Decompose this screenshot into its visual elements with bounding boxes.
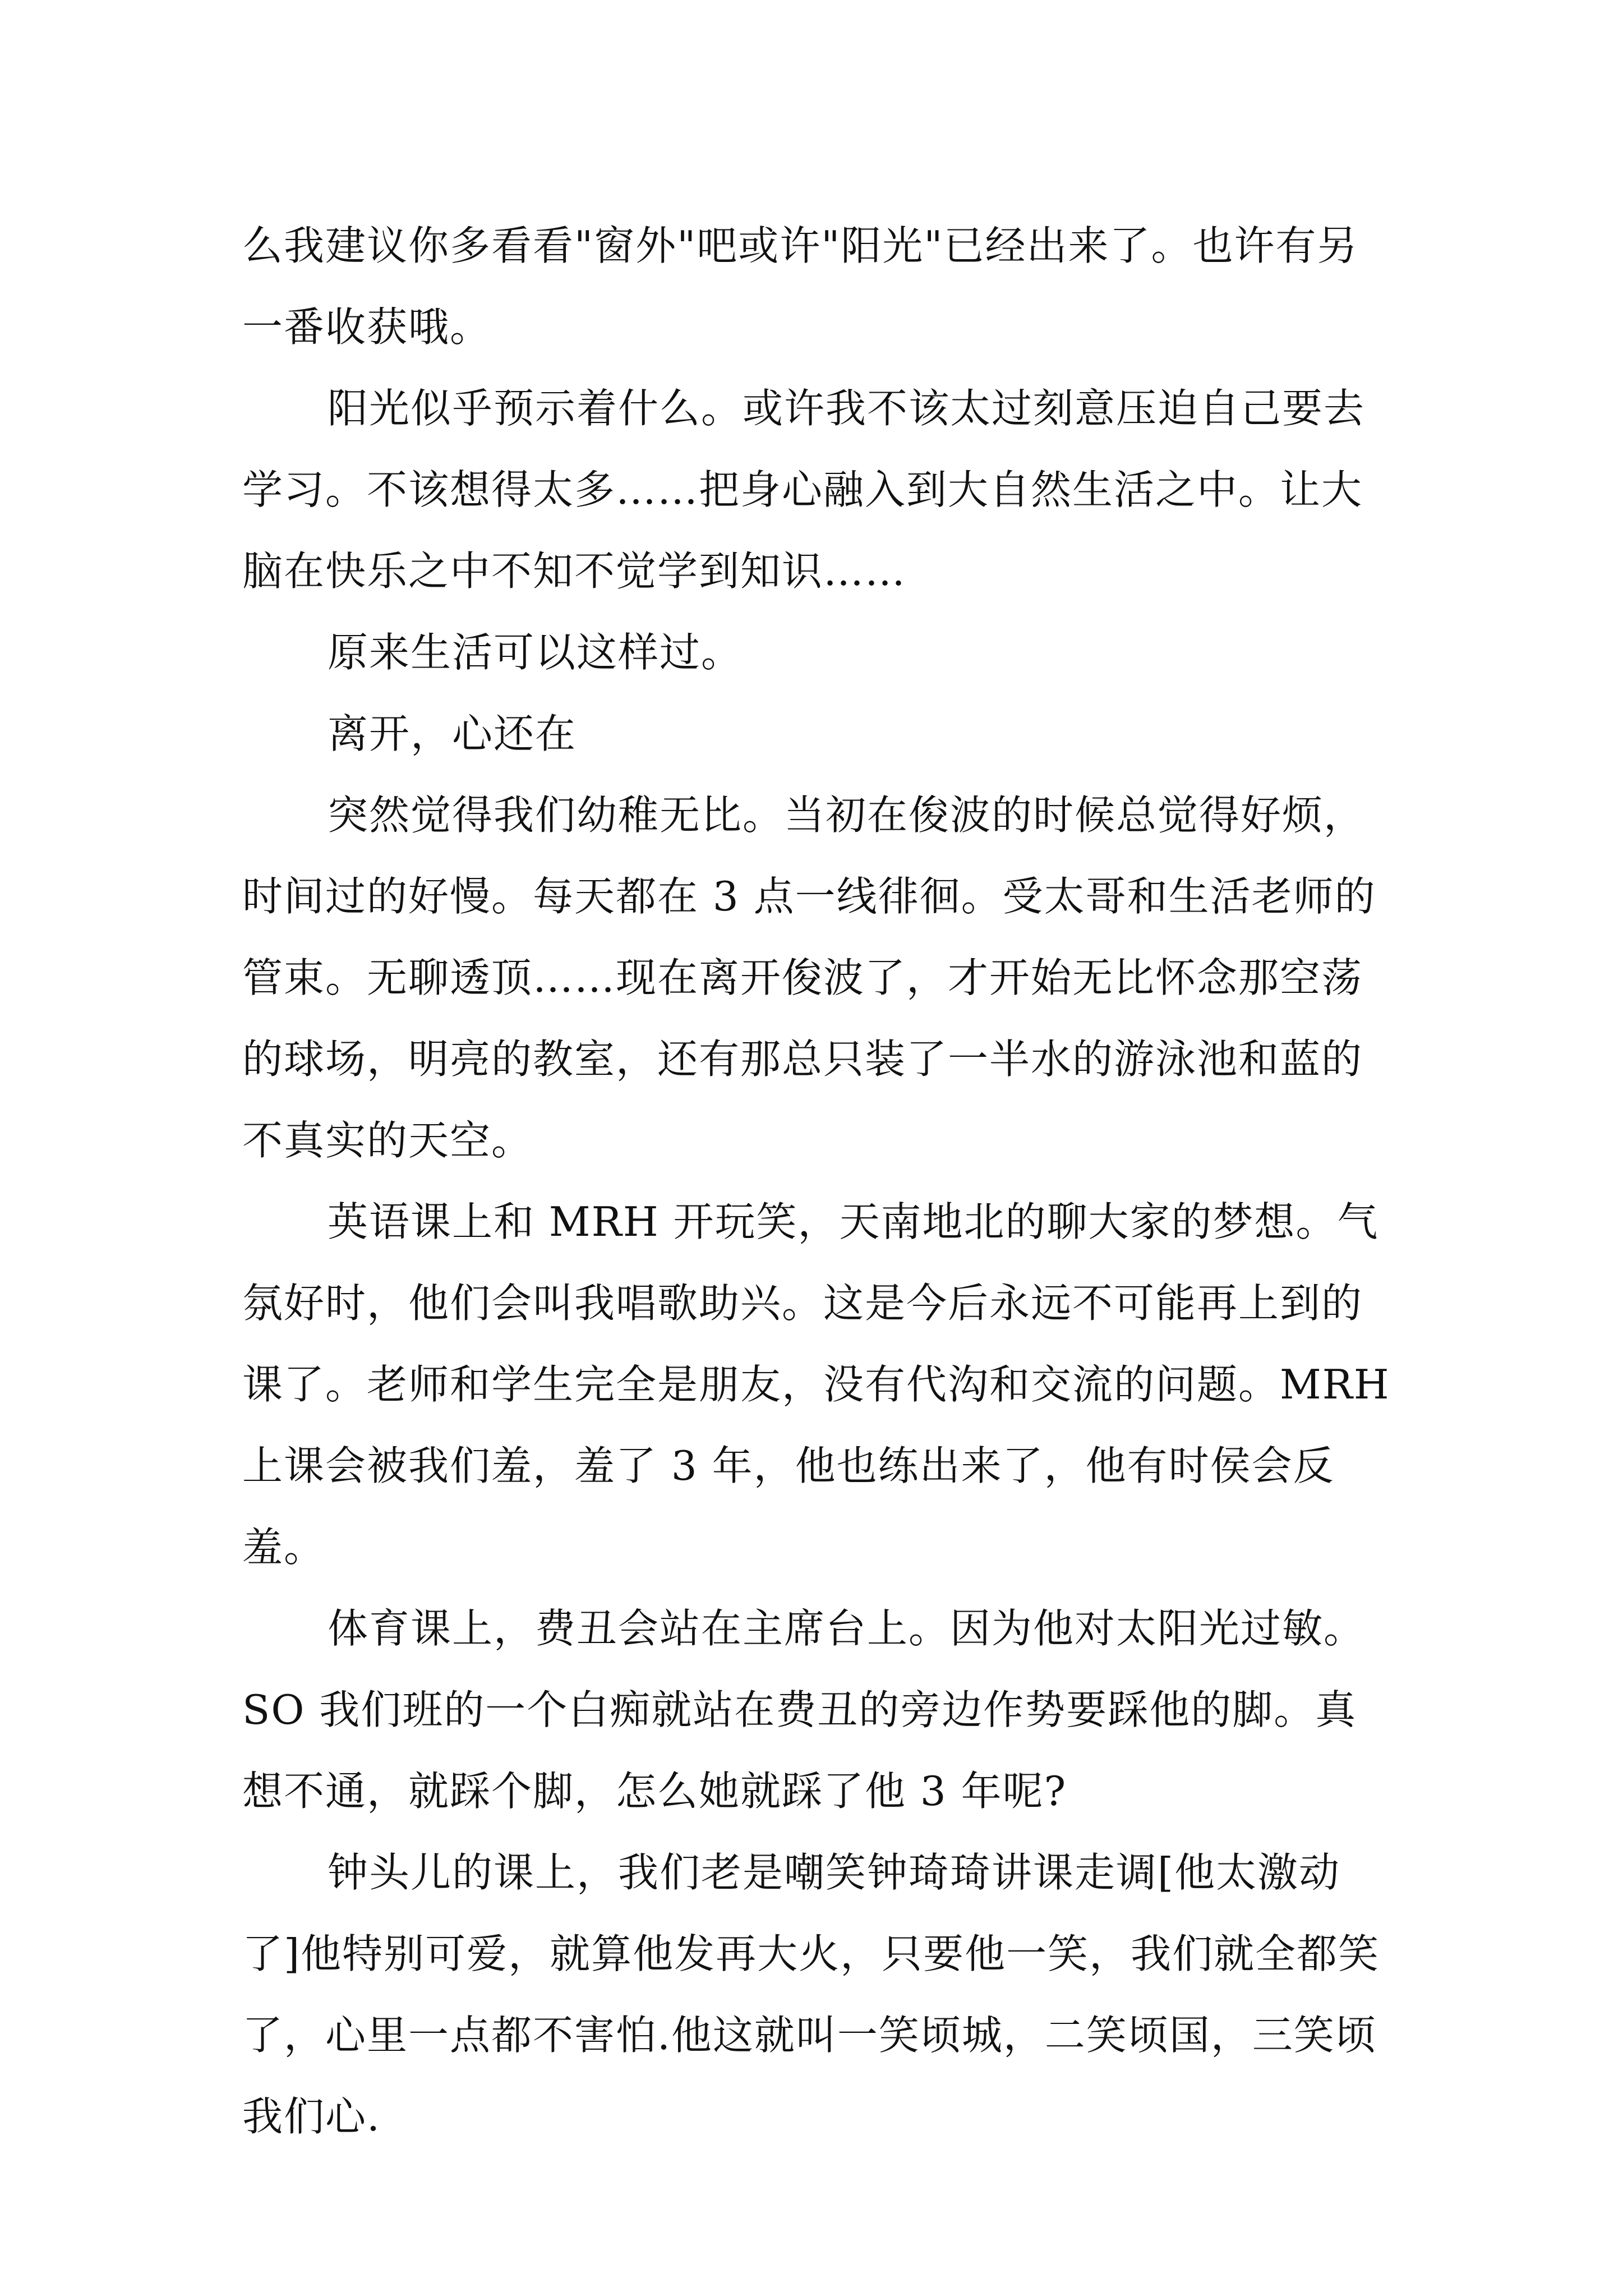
paragraph-6: 英语课上和 MRH 开玩笑，天南地北的聊大家的梦想。气氛好时，他们会叫我唱歌助兴。这是今后永远不可能再上到的课了。老师和学生完全是朋友，没有代沟和交流的问题。MRH 上课会被我们羞，羞了 3 年，他也练出来了，他有时侯会反羞。 <box>242 1198 1404 1571</box>
paragraph-1: 么我建议你多看看"窗外"吧或许"阳光"已经出来了。也许有另一番收获哦。 <box>242 222 1359 351</box>
section-heading: 离开，心还在 <box>328 710 577 757</box>
paragraph-2: 阳光似乎预示着什么。或许我不该太过刻意压迫自己要去学习。不该想得太多……把身心融入到大自然生活之中。让大脑在快乐之中不知不觉学到知识…… <box>242 385 1366 595</box>
paragraph-8: 钟头儿的课上，我们老是嘲笑钟琦琦讲课走调[他太激动了]他特别可爱，就算他发再大火，只要他一笑，我们就全都笑了，心里一点都不害怕.他这就叫一笑顷城，二笑顷国，三笑顷我们心. <box>242 1849 1380 2140</box>
paragraph-5: 突然觉得我们幼稚无比。当初在俊波的时候总觉得好烦，时间过的好慢。每天都在 3 点一线徘徊。受太哥和生活老师的管束。无聊透顶……现在离开俊波了，才开始无比怀念那空荡的球场，明亮的教室，还有那总只装了一半水的游泳池和蓝的不真实的天空。 <box>242 792 1376 1164</box>
paragraph-3: 原来生活可以这样过。 <box>328 629 743 676</box>
document-body <box>242 205 1404 2157</box>
paragraph-7: 体育课上，费丑会站在主席台上。因为他对太阳光过敏。SO 我们班的一个白痴就站在费丑的旁边作势要踩他的脚。真想不通，就踩个脚，怎么她就踩了他 3 年呢? <box>242 1605 1366 1815</box>
